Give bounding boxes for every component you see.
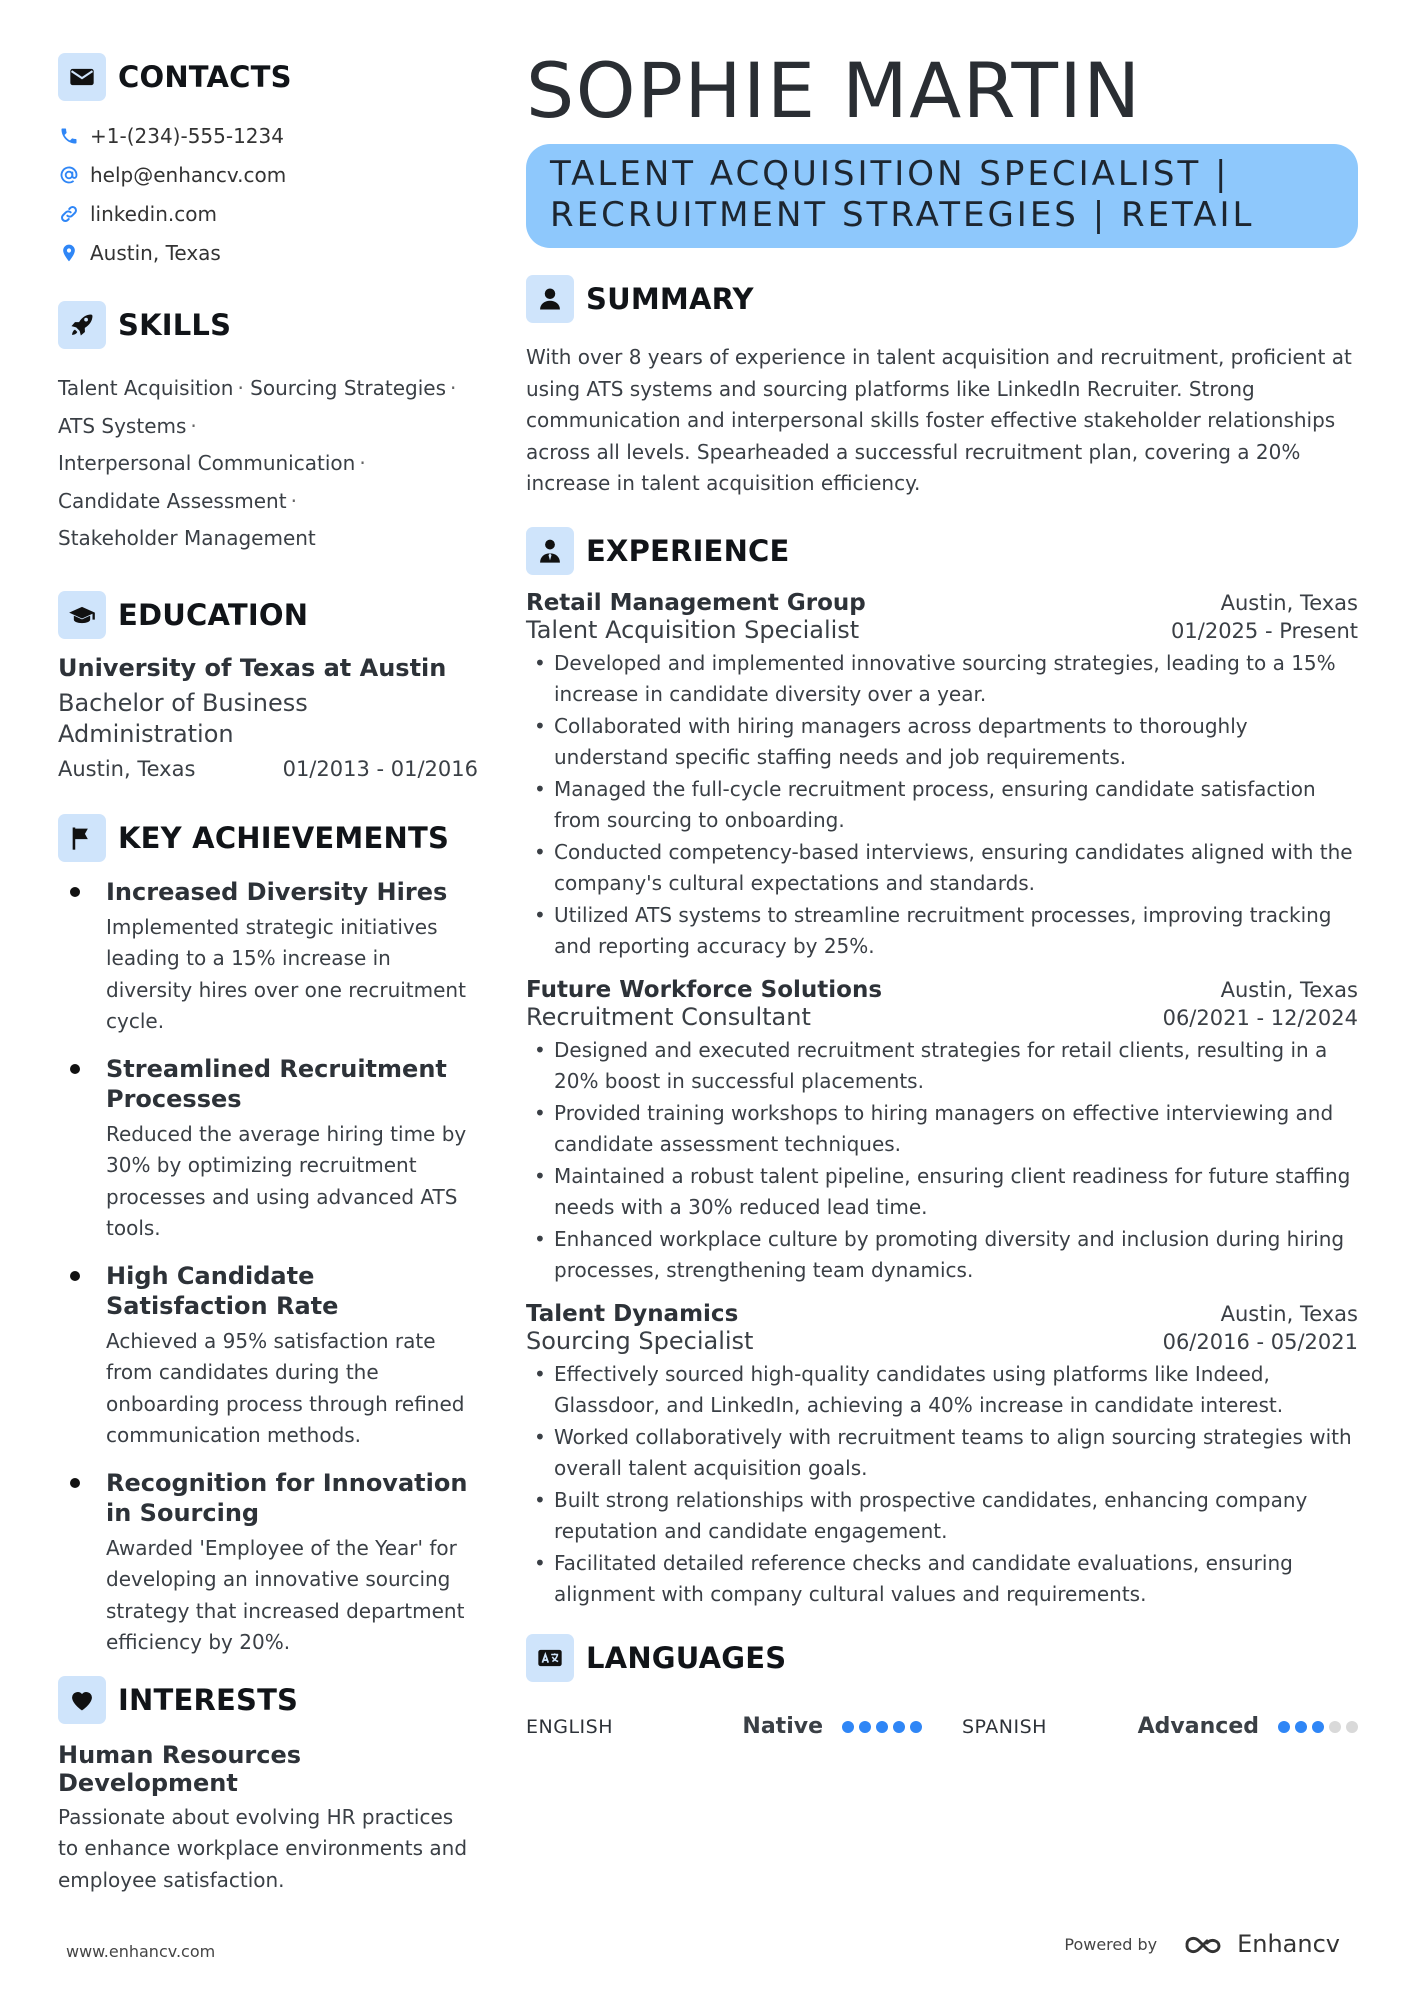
- job-bullets: [526, 648, 1358, 963]
- achievement-title: Streamlined Recruitment Processes: [106, 1054, 447, 1113]
- languages-section: [526, 1633, 1358, 1745]
- bullet-dot-icon: [70, 1271, 80, 1281]
- enhancv-logo-icon: [1183, 1931, 1231, 1957]
- skill-separator: ·: [237, 376, 244, 400]
- summary-header: [526, 274, 1358, 324]
- job-role: Recruitment Consultant: [526, 1002, 811, 1031]
- achievement-title: High Candidate Satisfaction Rate: [106, 1261, 339, 1320]
- job-header-row: [526, 1301, 1358, 1327]
- footer-website[interactable]: www.enhancv.com: [66, 1942, 216, 1961]
- languages-header: [526, 1633, 1358, 1683]
- education-dates: 01/2013 - 01/2016: [282, 756, 478, 781]
- job-entry: [526, 590, 1358, 963]
- skill-separator: ·: [290, 488, 297, 513]
- contact-email[interactable]: [58, 155, 478, 194]
- left-column: [58, 52, 478, 1896]
- graduation-cap-icon: [58, 591, 106, 639]
- job-company: Talent Dynamics: [526, 1300, 739, 1327]
- education-degree: Bachelor of Business Administration: [58, 688, 308, 748]
- job-dates: 01/2025 - Present: [1171, 618, 1358, 643]
- skills-line: [58, 520, 478, 558]
- contact-list: [58, 116, 478, 272]
- language-rating: [837, 1721, 922, 1733]
- footer-brand: [1064, 1930, 1340, 1958]
- powered-by-text: Powered by: [1064, 1934, 1158, 1954]
- rating-dot-filled: [859, 1721, 871, 1733]
- language-rating: [1273, 1721, 1358, 1733]
- education-header: [58, 590, 478, 640]
- interests-title: INTERESTS: [118, 1682, 299, 1717]
- skill-separator: ·: [190, 413, 197, 438]
- experience-section: [526, 526, 1358, 1611]
- interest-text: Passionate about evolving HR practices to enhance workplace environments and employee satisfaction.: [58, 1804, 468, 1892]
- language-item: [962, 1714, 1358, 1739]
- job-bullets: [526, 1035, 1358, 1287]
- job-bullet: • Managed the full-cycle recruitment process, ensuring candidate satisfaction from sourcing to onboarding.: [526, 774, 1358, 837]
- location-pin-icon: [58, 242, 80, 264]
- language-name: ENGLISH: [526, 1715, 613, 1738]
- job-location: Austin, Texas: [1220, 1301, 1358, 1326]
- heart-icon: [58, 1676, 106, 1724]
- rating-dot-filled: [910, 1721, 922, 1733]
- education-title: EDUCATION: [118, 597, 309, 632]
- achievement-text: Implemented strategic initiatives leading to a 15% increase in diversity hires over one recruitment cycle.: [106, 914, 466, 1033]
- skill-item: Sourcing Strategies: [250, 376, 446, 400]
- job-dates: 06/2021 - 12/2024: [1162, 1005, 1358, 1030]
- rating-dot-empty: [1329, 1721, 1341, 1733]
- job-location: Austin, Texas: [1220, 977, 1358, 1002]
- experience-header: [526, 526, 1358, 576]
- skills-section: [58, 300, 478, 558]
- flag-icon: [58, 814, 106, 862]
- contact-linkedin-text: linkedin.com: [90, 201, 217, 226]
- achievement-title: Recognition for Innovation in Sourcing: [106, 1468, 468, 1527]
- rating-dot-filled: [1312, 1721, 1324, 1733]
- achievement-item: [58, 1468, 478, 1659]
- link-icon: [58, 203, 80, 225]
- achievements-section: [58, 813, 478, 1659]
- rating-dot-empty: [1346, 1721, 1358, 1733]
- rocket-icon: [58, 301, 106, 349]
- contacts-header: [58, 52, 478, 102]
- job-header-row: [526, 977, 1358, 1003]
- languages-row: [526, 1709, 1358, 1745]
- contact-phone-text: +1-(234)-555-1234: [90, 123, 284, 148]
- job-company: Future Workforce Solutions: [526, 976, 883, 1003]
- skills-line: [58, 445, 478, 483]
- interests-header: [58, 1675, 478, 1725]
- translate-icon: [526, 1634, 574, 1682]
- education-section: [58, 590, 478, 781]
- skill-item: Talent Acquisition: [58, 376, 234, 400]
- brand-name: Enhancv: [1237, 1930, 1340, 1958]
- summary-title: SUMMARY: [586, 282, 754, 316]
- contact-location: [58, 233, 478, 272]
- job-bullet: • Effectively sourced high-quality candidates using platforms like Indeed, Glassdoor, and LinkedIn, achieving a 40% increase in candidate interest.: [526, 1359, 1358, 1422]
- education-school: University of Texas at Austin: [58, 653, 447, 682]
- education-meta: [58, 757, 478, 781]
- contact-phone[interactable]: [58, 116, 478, 155]
- interests-section: [58, 1675, 478, 1897]
- job-role: Talent Acquisition Specialist: [526, 615, 860, 644]
- achievement-item: [58, 1261, 478, 1452]
- interest-title: Human Resources Development: [58, 1740, 302, 1797]
- language-name: SPANISH: [962, 1715, 1047, 1738]
- language-level: Advanced: [1137, 1714, 1259, 1739]
- skills-header: [58, 300, 478, 350]
- candidate-name: SOPHIE MARTIN: [526, 46, 1142, 135]
- skills-line: [58, 483, 478, 521]
- language-level: Native: [742, 1714, 823, 1739]
- job-bullet: • Provided training workshops to hiring managers on effective interviewing and candidate assessment techniques.: [526, 1098, 1358, 1161]
- languages-title: LANGUAGES: [586, 1640, 787, 1675]
- job-bullet: • Developed and implemented innovative sourcing strategies, leading to a 15% increase in candidate diversity over a year.: [526, 648, 1358, 711]
- achievement-item: [58, 877, 478, 1038]
- language-item: [526, 1714, 922, 1739]
- brand-logo[interactable]: [1183, 1930, 1340, 1958]
- job-dates: 06/2016 - 05/2021: [1162, 1329, 1358, 1354]
- rating-dot-filled: [1295, 1721, 1307, 1733]
- rating-dot-filled: [842, 1721, 854, 1733]
- bullet-dot-icon: [70, 887, 80, 897]
- experience-title: EXPERIENCE: [586, 533, 790, 568]
- job-company: Retail Management Group: [526, 589, 866, 616]
- achievement-text: Awarded 'Employee of the Year' for developing an innovative sourcing strategy that increased department efficiency by 20%.: [106, 1535, 465, 1654]
- job-bullet: • Utilized ATS systems to streamline recruitment processes, improving tracking and reporting accuracy by 25%.: [526, 900, 1358, 963]
- contacts-title: CONTACTS: [118, 60, 292, 94]
- job-header-row: [526, 590, 1358, 616]
- job-bullets: [526, 1359, 1358, 1611]
- skill-item: Stakeholder Management: [58, 526, 316, 550]
- job-bullet: • Facilitated detailed reference checks and candidate evaluations, ensuring alignment with company cultural values and requirements.: [526, 1548, 1358, 1611]
- skills-list: [58, 370, 478, 558]
- job-entry: [526, 1301, 1358, 1611]
- skills-title: SKILLS: [118, 308, 232, 342]
- job-bullet: • Built strong relationships with prospective candidates, enhancing company reputation and candidate engagement.: [526, 1485, 1358, 1548]
- rating-dot-filled: [893, 1721, 905, 1733]
- contacts-section: [58, 52, 478, 272]
- skill-item: Candidate Assessment: [58, 488, 287, 513]
- job-entry: [526, 977, 1358, 1287]
- rating-dot-filled: [876, 1721, 888, 1733]
- skill-separator: ·: [449, 376, 457, 400]
- skill-item: Interpersonal Communication: [58, 451, 356, 475]
- bullet-dot-icon: [70, 1478, 80, 1488]
- job-bullet: • Collaborated with hiring managers across departments to thoroughly understand specific staffing needs and job requirements.: [526, 711, 1358, 774]
- job-location: Austin, Texas: [1220, 590, 1358, 615]
- achievement-title: Increased Diversity Hires: [106, 877, 448, 906]
- skill-separator: ·: [359, 451, 366, 475]
- bullet-dot-icon: [70, 1064, 80, 1074]
- achievement-text: Reduced the average hiring time by 30% by optimizing recruitment processes and using advanced ATS tools.: [106, 1121, 467, 1240]
- job-bullet: • Conducted competency-based interviews, ensuring candidates aligned with the company's cultural expectations and standards.: [526, 837, 1358, 900]
- contact-location-text: Austin, Texas: [90, 240, 221, 265]
- job-role-row: [526, 1327, 1358, 1355]
- headline-banner: TALENT ACQUISITION SPECIALIST | RECRUITMENT STRATEGIES | RETAIL: [526, 144, 1358, 248]
- contact-email-text: help@enhancv.com: [90, 162, 287, 187]
- job-role-row: [526, 1003, 1358, 1031]
- skills-line: [58, 408, 478, 446]
- business-person-icon: [526, 527, 574, 575]
- at-icon: [58, 164, 80, 186]
- job-role: Sourcing Specialist: [526, 1326, 754, 1355]
- skill-item: ATS Systems: [58, 413, 187, 438]
- summary-section: [526, 274, 1358, 500]
- job-bullet: • Maintained a robust talent pipeline, ensuring client readiness for future staffing needs with a 30% reduced lead time.: [526, 1161, 1358, 1224]
- job-bullet: • Enhanced workplace culture by promoting diversity and inclusion during hiring processes, strengthening team dynamics.: [526, 1224, 1358, 1287]
- rating-dot-filled: [1278, 1721, 1290, 1733]
- right-column: [526, 46, 1358, 1745]
- skills-line: [58, 370, 478, 408]
- job-role-row: [526, 616, 1358, 644]
- achievements-title: KEY ACHIEVEMENTS: [118, 820, 450, 855]
- achievement-text: Achieved a 95% satisfaction rate from candidates during the onboarding process through refined communication methods.: [106, 1328, 465, 1447]
- education-location: Austin, Texas: [58, 756, 196, 781]
- job-bullet: • Designed and executed recruitment strategies for retail clients, resulting in a 20% boost in successful placements.: [526, 1035, 1358, 1098]
- envelope-icon: [58, 53, 106, 101]
- achievements-list: [58, 877, 478, 1659]
- achievements-header: [58, 813, 478, 863]
- contact-linkedin[interactable]: [58, 194, 478, 233]
- phone-icon: [58, 125, 80, 147]
- job-bullet: • Worked collaboratively with recruitment teams to align sourcing strategies with overall talent acquisition goals.: [526, 1422, 1358, 1485]
- summary-text: With over 8 years of experience in talent acquisition and recruitment, proficient at using ATS systems and sourcing platforms like LinkedIn Recruiter. Strong communication and interpersonal skills foster effective stakeholder relationships across all levels. Spearheaded a successful recruitment plan, covering a 20% increase in talent acquisition efficiency.: [526, 345, 1352, 495]
- user-icon: [526, 275, 574, 323]
- achievement-item: [58, 1054, 478, 1245]
